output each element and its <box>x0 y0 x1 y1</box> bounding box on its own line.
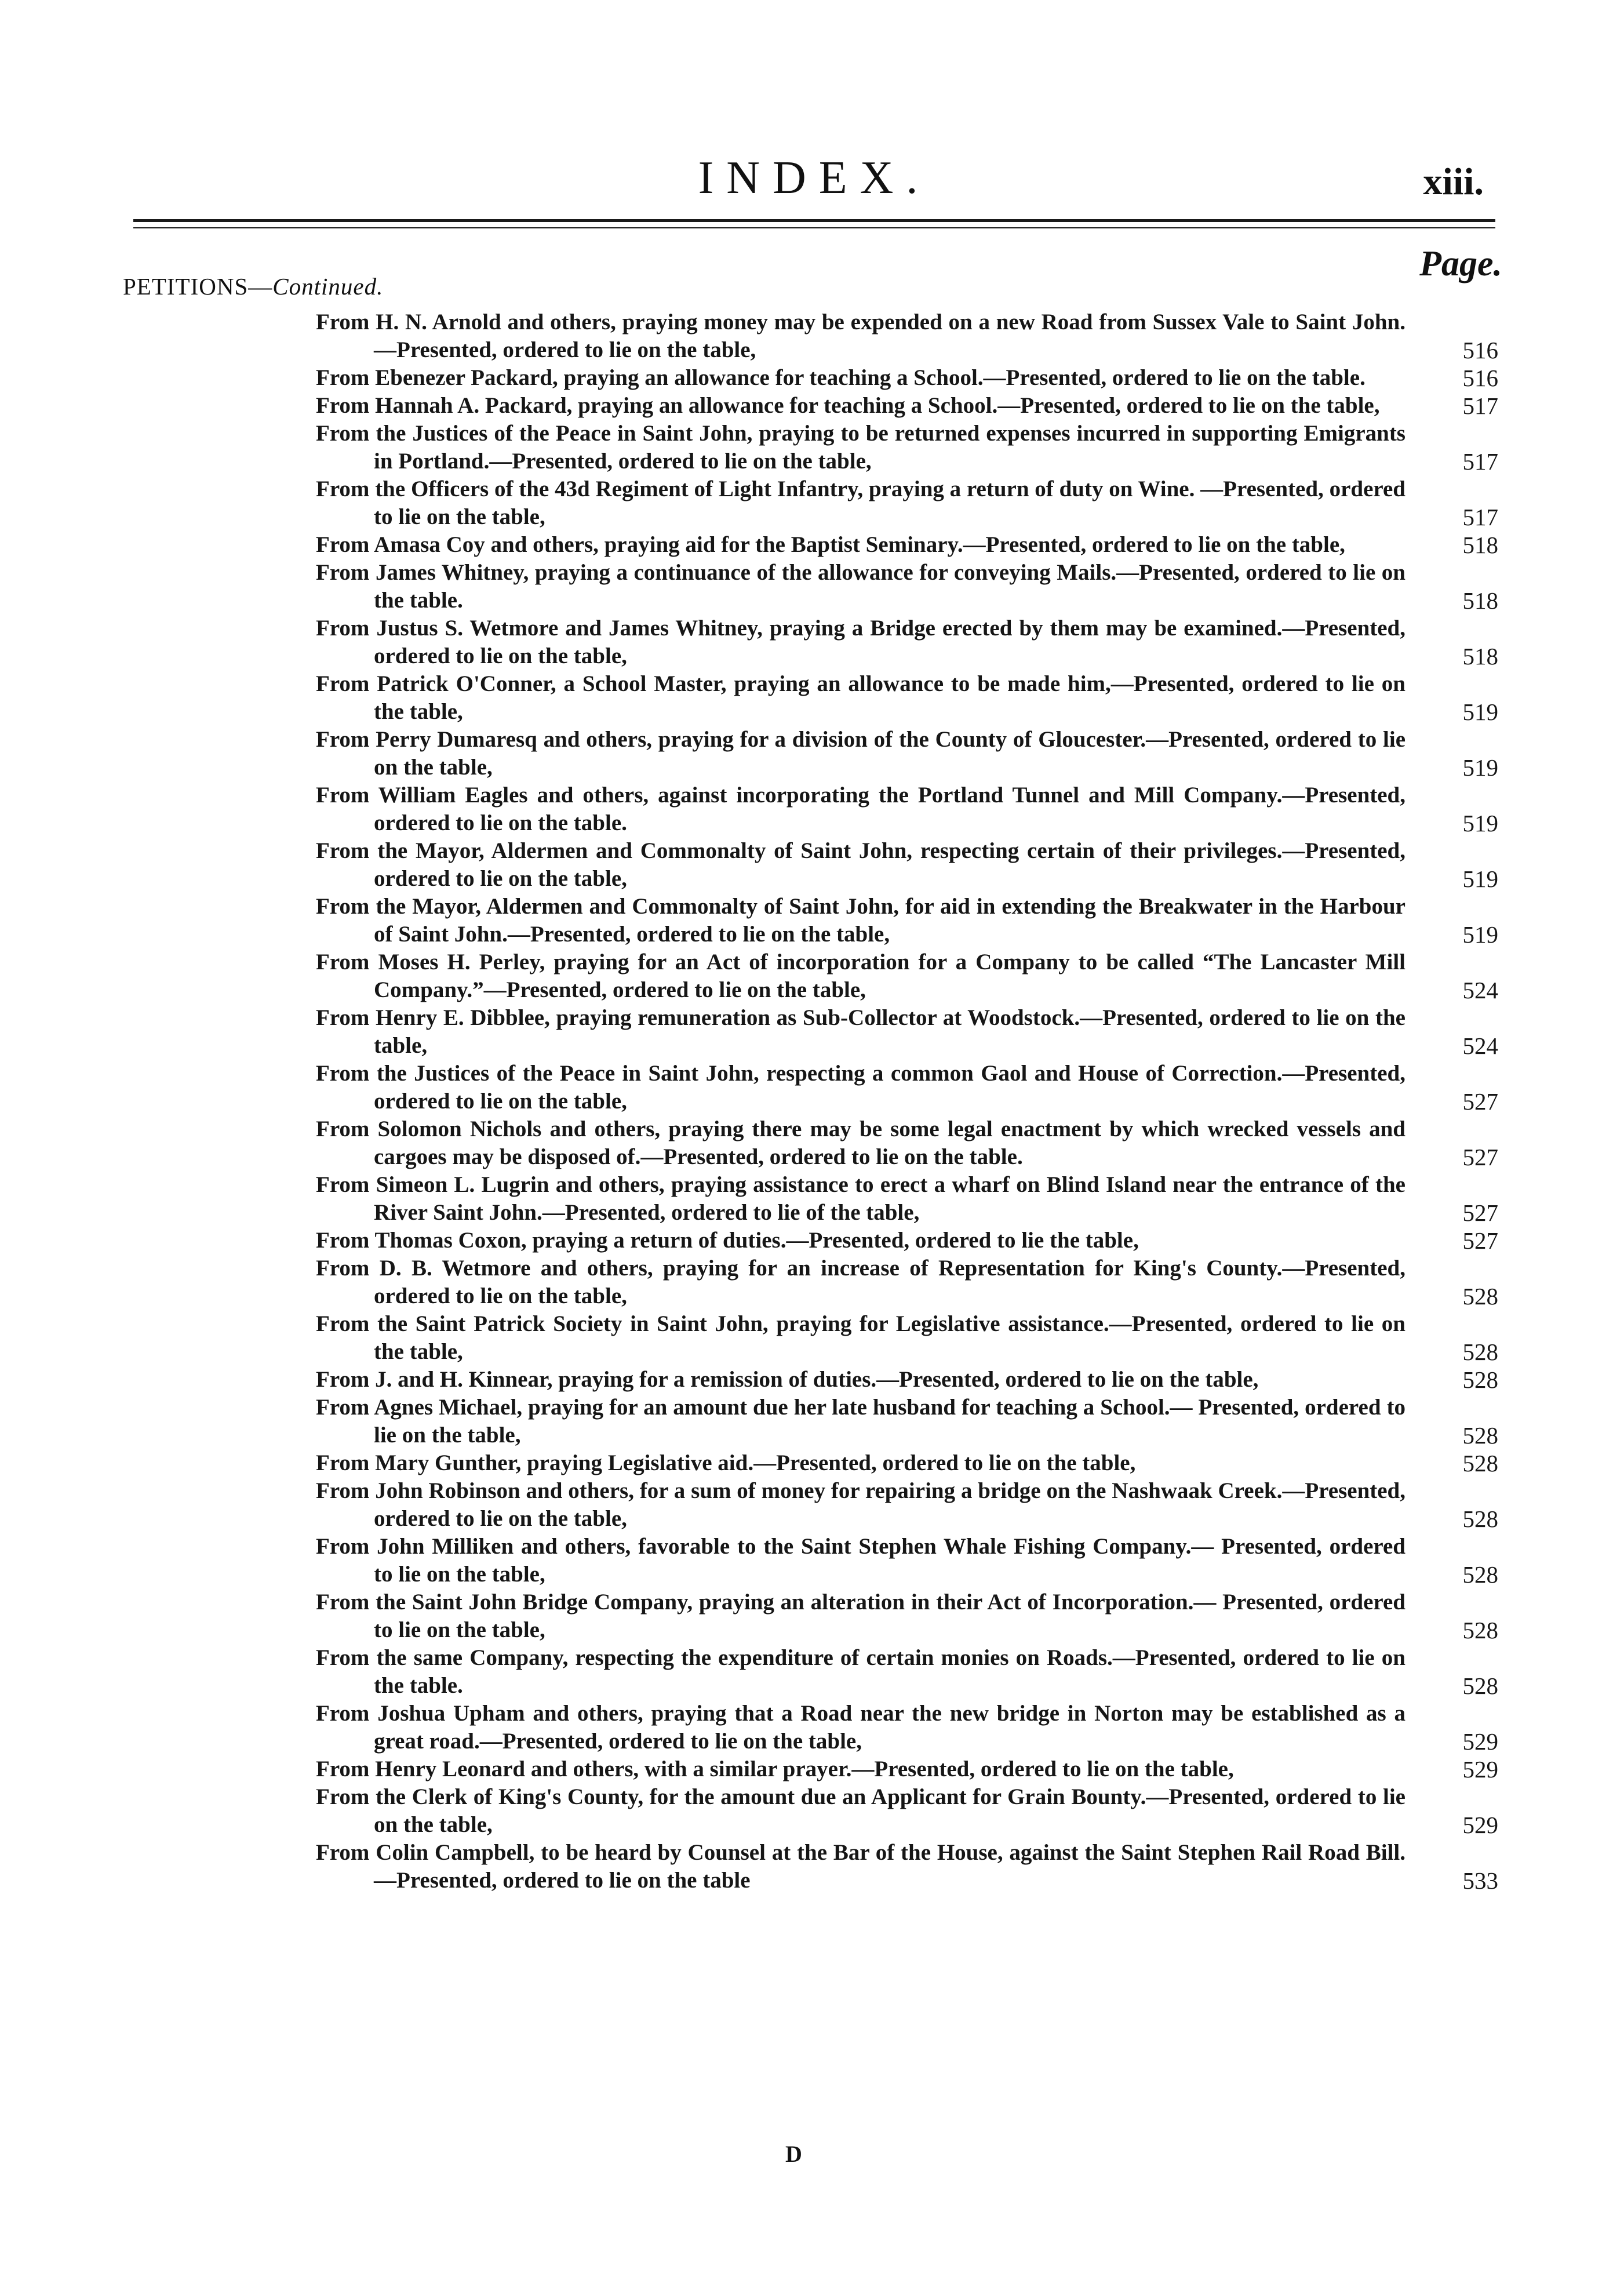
entry-text: From J. and H. Kinnear, praying for a remission of duties.—Presented, ordered to lie on the table, <box>316 1367 1259 1392</box>
entry-page: 528 <box>1462 1283 1498 1310</box>
entry-page: 524 <box>1462 977 1498 1003</box>
entry-page: 519 <box>1462 921 1498 948</box>
entry-text: From Perry Dumaresq and others, praying for a division of the County of Gloucester.—Presented, ordered to lie on the table, <box>316 727 1405 780</box>
index-entry <box>316 392 1498 420</box>
entry-text: From Joshua Upham and others, praying that a Road near the new bridge in Norton may be established as a great road.—Presented, ordered to lie on the table, <box>316 1701 1405 1754</box>
entry-text: From Colin Campbell, to be heard by Counsel at the Bar of the House, against the Saint Stephen Rail Road Bill.—Presented, ordered to lie on the table <box>316 1840 1405 1893</box>
index-entry <box>316 781 1498 837</box>
entry-page: 519 <box>1462 754 1498 781</box>
entry-page: 517 <box>1462 504 1498 530</box>
entry-page: 516 <box>1462 337 1498 363</box>
page-column-heading: Page. <box>1419 244 1502 283</box>
entry-page: 528 <box>1462 1506 1498 1532</box>
index-entry <box>316 1449 1498 1477</box>
index-entry <box>316 1227 1498 1255</box>
entry-page: 528 <box>1462 1422 1498 1449</box>
index-entry <box>316 948 1498 1004</box>
entry-list <box>316 308 1498 1895</box>
index-entry <box>316 1255 1498 1310</box>
index-entry <box>316 1115 1498 1171</box>
entry-text: From Agnes Michael, praying for an amount due her late husband for teaching a School.— Presented, ordered to lie on the table, <box>316 1395 1405 1448</box>
entry-page: 528 <box>1462 1617 1498 1644</box>
entry-text: From Moses H. Perley, praying for an Act of incorporation for a Company to be called “The Lancaster Mill Company.”—Presented, ordered to lie on the table, <box>316 950 1405 1002</box>
entry-text: From Simeon L. Lugrin and others, praying assistance to erect a wharf on Blind Island near the entrance of the River Saint John.—Presented, ordered to lie of the table, <box>316 1172 1405 1225</box>
entry-text: From the Officers of the 43d Regiment of Light Infantry, praying a return of duty on Wine. —Presented, ordered to lie on the table, <box>316 477 1405 529</box>
entry-page: 517 <box>1462 392 1498 419</box>
entry-text: From Patrick O'Conner, a School Master, praying an allowance to be made him,—Presented, ordered to lie on the table, <box>316 671 1405 724</box>
index-entry <box>316 837 1498 893</box>
page-title: INDEX. <box>698 152 931 203</box>
entry-page: 533 <box>1462 1867 1498 1894</box>
index-entry <box>316 1171 1498 1227</box>
folio-number: xiii. <box>1423 161 1484 203</box>
entry-text: From Justus S. Wetmore and James Whitney, praying a Bridge erected by them may be examined.—Presented, ordered to lie on the table, <box>316 616 1405 668</box>
entry-text: From the Justices of the Peace in Saint John, respecting a common Gaol and House of Correction.—Presented, ordered to lie on the table, <box>316 1061 1405 1114</box>
index-entry <box>316 1755 1498 1783</box>
index-entry <box>316 615 1498 670</box>
index-entry <box>316 1839 1498 1895</box>
entry-text: From James Whitney, praying a continuance of the allowance for conveying Mails.—Presented, ordered to lie on the table. <box>316 560 1405 613</box>
entry-page: 528 <box>1462 1339 1498 1365</box>
entry-text: From John Milliken and others, favorable to the Saint Stephen Whale Fishing Company.— Presented, ordered to lie on the table, <box>316 1534 1405 1587</box>
entry-page: 519 <box>1462 866 1498 892</box>
header-rule-thick <box>133 219 1495 222</box>
index-entry <box>316 1394 1498 1449</box>
entry-text: From D. B. Wetmore and others, praying for an increase of Representation for King's County.—Presented, ordered to lie on the table, <box>316 1256 1405 1308</box>
entry-page: 527 <box>1462 1227 1498 1254</box>
index-entry <box>316 531 1498 559</box>
entry-text: From the Saint Patrick Society in Saint John, praying for Legislative assistance.—Presented, ordered to lie on the table, <box>316 1311 1405 1364</box>
index-entry <box>316 475 1498 531</box>
index-entry <box>316 1060 1498 1115</box>
entry-page: 519 <box>1462 699 1498 725</box>
entry-text: From William Eagles and others, against incorporating the Portland Tunnel and Mill Company.—Presented, ordered to lie on the table. <box>316 783 1405 835</box>
index-entry <box>316 308 1498 364</box>
entry-page: 528 <box>1462 1450 1498 1477</box>
entry-page: 519 <box>1462 810 1498 837</box>
index-entry <box>316 1533 1498 1588</box>
entry-text: From Henry Leonard and others, with a similar prayer.—Presented, ordered to lie on the table, <box>316 1757 1234 1781</box>
entry-text: From John Robinson and others, for a sum of money for repairing a bridge on the Nashwaak Creek.—Presented, ordered to lie on the table, <box>316 1478 1405 1531</box>
entry-text: From the Mayor, Aldermen and Commonalty of Saint John, respecting certain of their privileges.—Presented, ordered to lie on the table, <box>316 838 1405 891</box>
entry-page: 529 <box>1462 1812 1498 1838</box>
section-name: PETITIONS— <box>123 273 273 300</box>
entry-page: 529 <box>1462 1728 1498 1755</box>
index-entry <box>316 1004 1498 1060</box>
entry-text: From Mary Gunther, praying Legislative aid.—Presented, ordered to lie on the table, <box>316 1450 1136 1475</box>
entry-text: From H. N. Arnold and others, praying money may be expended on a new Road from Sussex Vale to Saint John.—Presented, ordered to lie on the table, <box>316 310 1405 362</box>
index-entry <box>316 670 1498 726</box>
entry-page: 518 <box>1462 643 1498 670</box>
index-entry <box>316 420 1498 475</box>
entry-text: From the same Company, respecting the expenditure of certain monies on Roads.—Presented, ordered to lie on the table. <box>316 1645 1405 1698</box>
index-entry <box>316 1644 1498 1700</box>
index-entry <box>316 364 1498 392</box>
index-entry <box>316 1700 1498 1755</box>
index-entry <box>316 1366 1498 1394</box>
entry-text: From the Justices of the Peace in Saint John, praying to be returned expenses incurred in supporting Emigrants in Portland.—Presented, ordered to lie on the table, <box>316 421 1405 474</box>
entry-text: From Solomon Nichols and others, praying there may be some legal enactment by which wrecked vessels and cargoes may be disposed of.—Presented, ordered to lie on the table. <box>316 1117 1405 1169</box>
entry-text: From Hannah A. Packard, praying an allowance for teaching a School.—Presented, ordered to lie on the table, <box>316 393 1380 418</box>
section-heading <box>123 272 383 300</box>
entry-page: 524 <box>1462 1032 1498 1059</box>
entry-text: From the Clerk of King's County, for the amount due an Applicant for Grain Bounty.—Presented, ordered to lie on the table, <box>316 1784 1405 1837</box>
index-entry <box>316 893 1498 948</box>
entry-text: From the Saint John Bridge Company, praying an alteration in their Act of Incorporation.— Presented, ordered to lie on the table, <box>316 1590 1405 1642</box>
entry-page: 517 <box>1462 448 1498 475</box>
entry-page: 528 <box>1462 1561 1498 1588</box>
index-entry <box>316 1783 1498 1839</box>
section-continued: Continued. <box>272 273 384 300</box>
index-entry <box>316 1588 1498 1644</box>
index-entry <box>316 1477 1498 1533</box>
entry-text: From Ebenezer Packard, praying an allowance for teaching a School.—Presented, ordered to lie on the table. <box>316 365 1366 390</box>
entry-page: 528 <box>1462 1672 1498 1699</box>
entry-page: 528 <box>1462 1366 1498 1393</box>
entry-page: 518 <box>1462 532 1498 558</box>
index-entry <box>316 726 1498 781</box>
entry-page: 518 <box>1462 587 1498 614</box>
index-entry <box>316 559 1498 615</box>
header-rule-thin <box>133 227 1495 228</box>
running-head <box>133 152 1495 216</box>
entry-text: From Thomas Coxon, praying a return of duties.—Presented, ordered to lie the table, <box>316 1228 1139 1253</box>
entry-page: 516 <box>1462 365 1498 391</box>
entry-page: 527 <box>1462 1088 1498 1115</box>
entry-text: From the Mayor, Aldermen and Commonalty of Saint John, for aid in extending the Breakwater in the Harbour of Saint John.—Presented, ordered to lie on the table, <box>316 894 1405 947</box>
entry-page: 527 <box>1462 1199 1498 1226</box>
index-entry <box>316 1310 1498 1366</box>
entry-page: 527 <box>1462 1144 1498 1170</box>
entry-text: From Amasa Coy and others, praying aid for the Baptist Seminary.—Presented, ordered to lie on the table, <box>316 532 1345 557</box>
entry-page: 529 <box>1462 1756 1498 1783</box>
entry-text: From Henry E. Dibblee, praying remuneration as Sub-Collector at Woodstock.—Presented, ordered to lie on the table, <box>316 1005 1405 1058</box>
signature-mark: D <box>785 2141 802 2167</box>
